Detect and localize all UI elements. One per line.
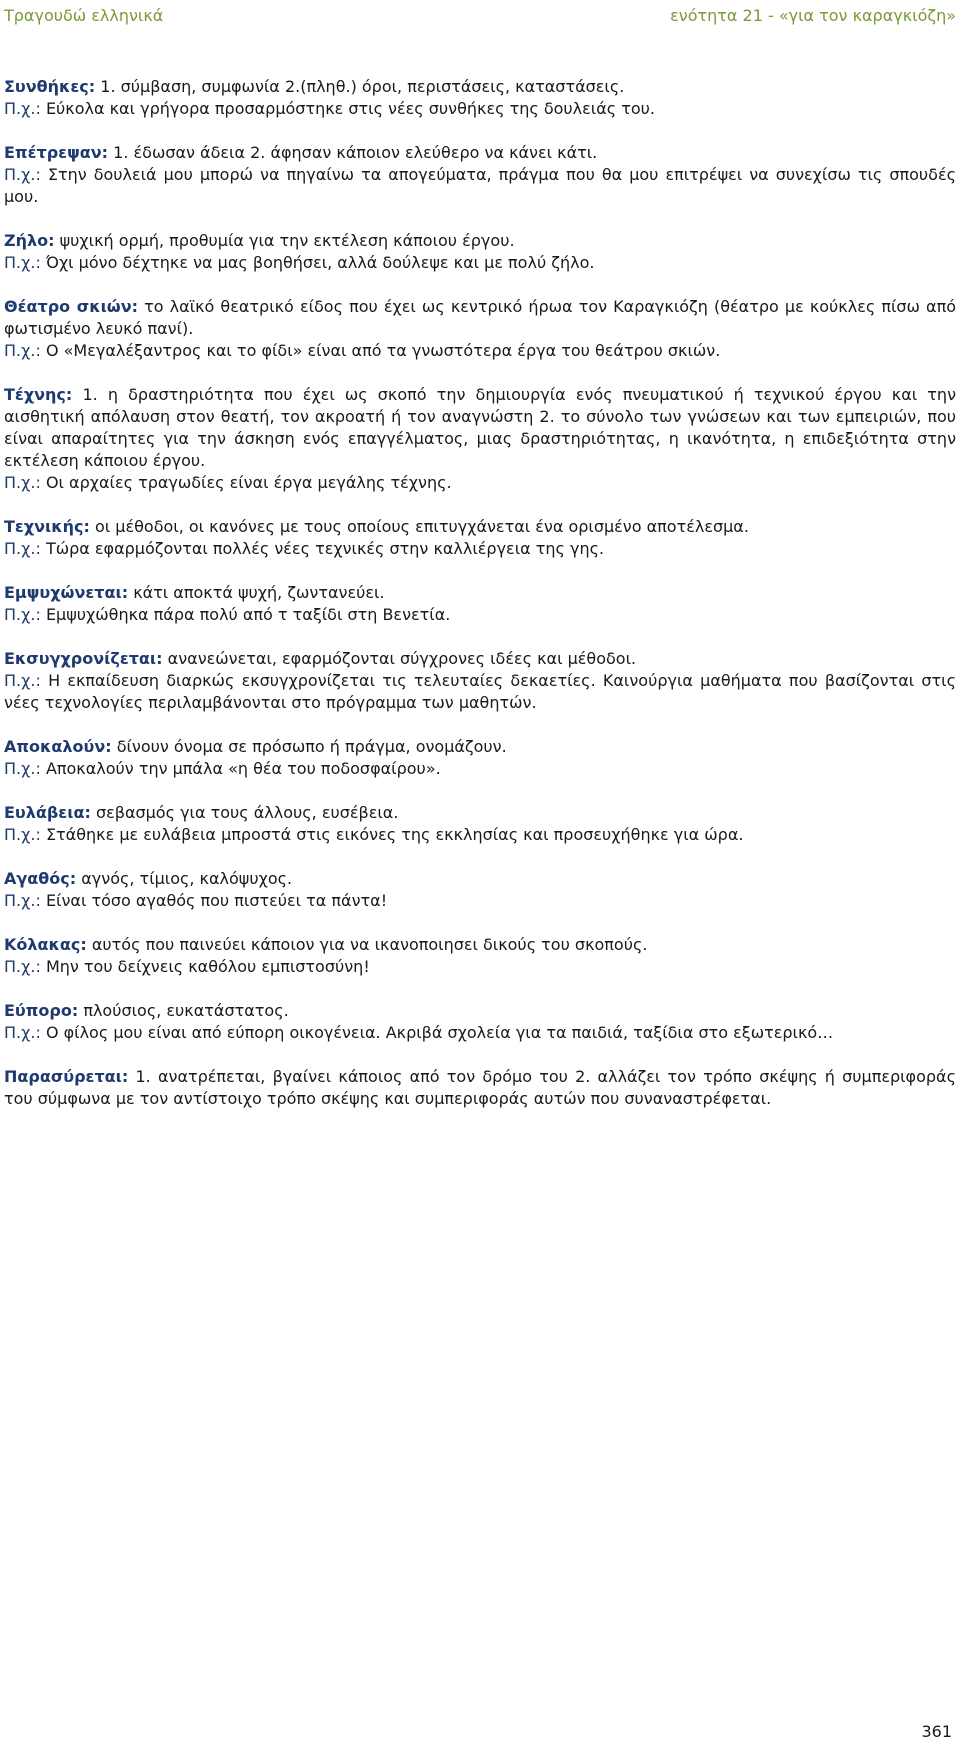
glossary-definition: πλούσιος, ευκατάστατος.: [83, 1001, 289, 1020]
example-text: Όχι μόνο δέχτηκε να μας βοηθήσει, αλλά δούλεψε και με πολύ ζήλο.: [45, 253, 595, 272]
glossary-entry: [4, 868, 956, 912]
glossary-definition: ψυχική ορμή, προθυμία για την εκτέλεση κάποιου έργου.: [59, 231, 515, 250]
example-label: Π.χ.:: [4, 341, 41, 360]
glossary-entry: [4, 648, 956, 714]
example-line: [4, 164, 956, 208]
example-line: [4, 1022, 956, 1044]
term-separator: :: [71, 1001, 79, 1020]
example-line: [4, 538, 956, 560]
glossary-term: Κόλακας: [4, 935, 81, 954]
definition-line: [4, 230, 956, 252]
example-line: [4, 824, 956, 846]
glossary-entry: [4, 802, 956, 846]
glossary-term: Τέχνης: [4, 385, 66, 404]
example-label: Π.χ.:: [4, 957, 41, 976]
definition-line: [4, 76, 956, 98]
term-separator: :: [84, 803, 91, 822]
example-text: Μην του δείχνεις καθόλου εμπιστοσύνη!: [45, 957, 370, 976]
example-text: Ο «Μεγαλέξαντρος και το φίδι» είναι από τα γνωστότερα έργα του θεάτρου σκιών.: [45, 341, 721, 360]
example-label: Π.χ.:: [4, 825, 41, 844]
glossary-definition: 1. ανατρέπεται, βγαίνει κάποιος από τον δρόμο του 2. αλλάζει τον τρόπο σκέψης ή συμπεριφοράς του σύμφωνα με τον αντίστοιχο τρόπο σκέψης και συμπεριφοράς αυτών που συναναστρέφεται.: [4, 1067, 956, 1108]
glossary-entry: [4, 736, 956, 780]
glossary-entry: [4, 76, 956, 120]
glossary-term: Εύπορο: [4, 1001, 72, 1020]
example-line: [4, 98, 956, 120]
example-line: [4, 604, 956, 626]
example-text: Ο φίλος μου είναι από εύπορη οικογένεια. Ακριβά σχολεία για τα παιδιά, ταξίδια στο εξωτερικό…: [45, 1023, 834, 1042]
glossary-definition: δίνουν όνομα σε πρόσωπο ή πράγμα, ονομάζουν.: [116, 737, 507, 756]
definition-line: [4, 142, 956, 164]
definition-line: [4, 648, 956, 670]
example-text: Στην δουλειά μου μπορώ να πηγαίνω τα απογεύματα, πράγμα που θα μου επιτρέψει να συνεχίσω τις σπουδές μου.: [4, 165, 956, 206]
glossary-definition: το λαϊκό θεατρικό είδος που έχει ως κεντρικό ήρωα τον Καραγκιόζη (θέατρο με κούκλες πίσω από φωτισμένο λευκό πανί).: [4, 297, 957, 338]
glossary-entry: [4, 384, 956, 494]
term-separator: :: [65, 385, 73, 404]
glossary-entry: [4, 582, 956, 626]
example-label: Π.χ.:: [4, 671, 41, 690]
glossary-entry: [4, 516, 956, 560]
glossary-entry: [4, 1000, 956, 1044]
term-separator: :: [121, 1067, 129, 1086]
glossary-term: Παρασύρεται: [4, 1067, 122, 1086]
glossary-term: Τεχνικής: [4, 517, 84, 536]
header-right-section: ενότητα 21 - «για τον καραγκιόζη»: [670, 5, 956, 25]
example-label: Π.χ.:: [4, 1023, 41, 1042]
glossary-term: Ευλάβεια: [4, 803, 85, 822]
glossary-definition: 1. σύμβαση, συμφωνία 2.(πληθ.) όροι, περιστάσεις, καταστάσεις.: [100, 77, 625, 96]
example-line: [4, 890, 956, 912]
example-label: Π.χ.:: [4, 539, 41, 558]
glossary-definition: οι μέθοδοι, οι κανόνες με τους οποίους επιτυγχάνεται ένα ορισμένο αποτέλεσμα.: [95, 517, 749, 536]
term-separator: :: [69, 869, 77, 888]
example-line: [4, 758, 956, 780]
definition-line: [4, 1066, 956, 1110]
definition-line: [4, 1000, 956, 1022]
term-separator: :: [48, 231, 55, 250]
example-text: Οι αρχαίες τραγωδίες είναι έργα μεγάλης τέχνης.: [45, 473, 452, 492]
glossary-term: Αγαθός: [4, 869, 70, 888]
example-line: [4, 670, 956, 714]
glossary-term: Αποκαλούν: [4, 737, 106, 756]
example-label: Π.χ.:: [4, 891, 41, 910]
term-separator: :: [80, 935, 87, 954]
header-left-title: Τραγουδώ ελληνικά: [4, 5, 164, 25]
example-text: Αποκαλούν την μπάλα «η θέα του ποδοσφαίρου».: [45, 759, 441, 778]
term-separator: :: [101, 143, 109, 162]
glossary-term: Συνθήκες: [4, 77, 89, 96]
example-label: Π.χ.:: [4, 473, 41, 492]
page-header: [4, 4, 956, 26]
term-separator: :: [83, 517, 90, 536]
glossary-term: Ζήλο: [4, 231, 49, 250]
glossary-definition: ανανεώνεται, εφαρμόζονται σύγχρονες ιδέες και μέθοδοι.: [167, 649, 637, 668]
glossary-entry: [4, 296, 956, 362]
term-separator: :: [105, 737, 112, 756]
example-line: [4, 252, 956, 274]
example-label: Π.χ.:: [4, 165, 41, 184]
glossary-definition: 1. έδωσαν άδεια 2. άφησαν κάποιον ελεύθερο να κάνει κάτι.: [113, 143, 598, 162]
glossary-definition: σεβασμός για τους άλλους, ευσέβεια.: [95, 803, 399, 822]
glossary-term: Εμψυχώνεται: [4, 583, 122, 602]
example-line: [4, 956, 956, 978]
glossary-term: Θέατρο σκιών: [4, 297, 132, 316]
example-text: Εύκολα και γρήγορα προσαρμόστηκε στις νέες συνθήκες της δουλειάς του.: [45, 99, 655, 118]
glossary-definition: αγνός, τίμιος, καλόψυχος.: [81, 869, 293, 888]
glossary-definition: αυτός που παινεύει κάποιον για να ικανοποιησει δικούς του σκοπούς.: [91, 935, 648, 954]
definition-line: [4, 296, 956, 340]
definition-line: [4, 736, 956, 758]
example-line: [4, 472, 956, 494]
example-label: Π.χ.:: [4, 253, 41, 272]
example-label: Π.χ.:: [4, 99, 41, 118]
page-number: 361: [921, 1722, 952, 1741]
term-separator: :: [88, 77, 96, 96]
example-text: Τώρα εφαρμόζονται πολλές νέες τεχνικές στην καλλιέργεια της γης.: [45, 539, 605, 558]
term-separator: :: [121, 583, 129, 602]
example-label: Π.χ.:: [4, 605, 41, 624]
example-text: Η εκπαίδευση διαρκώς εκσυγχρονίζεται τις τελευταίες δεκαετίες. Καινούργια μαθήματα που βασίζονται στις νέες τεχνολογίες περιλαμβάνονται στο πρόγραμμα των μαθητών.: [4, 671, 956, 712]
example-line: [4, 340, 956, 362]
definition-line: [4, 582, 956, 604]
definition-line: [4, 384, 956, 472]
example-text: Εμψυχώθηκα πάρα πολύ από τ ταξίδι στη Βενετία.: [45, 605, 451, 624]
example-text: Στάθηκε με ευλάβεια μπροστά στις εικόνες της εκκλησίας και προσευχήθηκε για ώρα.: [45, 825, 744, 844]
glossary-term: Εκσυγχρονίζεται: [4, 649, 157, 668]
term-separator: :: [131, 297, 139, 316]
glossary-content: [4, 76, 956, 1132]
example-label: Π.χ.:: [4, 759, 41, 778]
definition-line: [4, 802, 956, 824]
definition-line: [4, 516, 956, 538]
term-separator: :: [156, 649, 163, 668]
glossary-definition: κάτι αποκτά ψυχή, ζωντανεύει.: [133, 583, 385, 602]
glossary-entry: [4, 1066, 956, 1110]
definition-line: [4, 934, 956, 956]
example-text: Είναι τόσο αγαθός που πιστεύει τα πάντα!: [45, 891, 388, 910]
glossary-definition: 1. η δραστηριότητα που έχει ως σκοπό την δημιουργία ενός πνευματικού ή τεχνικού έργου και την αισθητική απόλαυση στον θεατή, τον ακροατή ή τον αναγνώστη 2. το σύνολο των γνώσεων και των εμπειριών, που είναι απαραίτητες για την άσκηση ενός επαγγέλματος, μιας δραστηριότητας, η ικανότητα, η επιδεξιότητα στην εκτέλεση κάποιου έργου.: [4, 385, 957, 470]
glossary-term: Επέτρεψαν: [4, 143, 102, 162]
definition-line: [4, 868, 956, 890]
glossary-entry: [4, 230, 956, 274]
glossary-entry: [4, 934, 956, 978]
glossary-entry: [4, 142, 956, 208]
